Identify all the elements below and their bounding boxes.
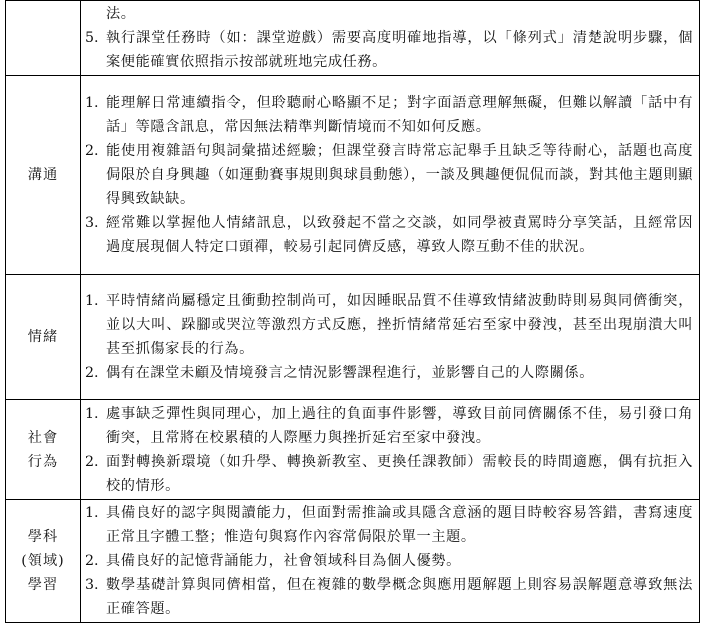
category-cell-empty — [6, 1, 81, 76]
item-text: 具備良好的認字與閱讀能力，但面對需推論或具隱含意涵的題目時較容易答錯，書寫速度正常且字體工整；惟造句與寫作內容常侷限於單一主題。 — [106, 505, 693, 545]
item-text: 面對轉換新環境（如升學、轉換新教室、更換任課教師）需較長的時間適應，偶有抗拒入校的情形。 — [106, 453, 693, 494]
list-item — [85, 549, 693, 573]
table-row-social-behavior — [6, 400, 700, 500]
item-number: 3. — [85, 215, 99, 231]
category-label-line-1: 學科 — [27, 529, 59, 545]
category-cell — [6, 400, 81, 500]
item-text: 經常難以掌握他人情緒訊息，以致發起不當之交談，如同學被責罵時分享笑話，且經常因過度展現個人特定口頭禪，較易引起同儕反感，導致人際互動不佳的狀況。 — [106, 215, 693, 255]
content-cell — [81, 400, 700, 500]
continuation-text: 法。 — [106, 6, 136, 22]
item-number: 1. — [85, 405, 99, 422]
item-text: 執行課堂任務時（如：課堂遊戲）需要高度明確地指導，以「條列式」清楚說明步驟，個案便能確實依照指示按部就班地完成任務。 — [106, 30, 693, 70]
category-cell — [6, 275, 81, 400]
item-text: 平時情緒尚屬穩定且衝動控制尚可，如因睡眠品質不佳導致情緒波動時則易與同儕衝突，並以大叫、跺腳或哭泣等激烈方式反應，挫折情緒常延宕至家中發洩，甚至出現崩潰大叫甚至抓傷家長的行為。 — [106, 293, 693, 357]
category-label-line-2: 行為 — [27, 453, 59, 470]
list-item — [85, 289, 693, 361]
item-text: 偶有在課堂未顧及情境發言之情況影響課程進行，並影響自己的人際關係。 — [106, 365, 594, 381]
list-item — [85, 501, 693, 549]
category-label: 情緒 — [27, 329, 59, 345]
category-cell — [6, 76, 81, 275]
content-cell — [81, 1, 700, 76]
table-row-communication — [6, 76, 700, 275]
list-item — [85, 91, 693, 139]
category-label-line-1: 社會 — [27, 429, 59, 446]
list-item — [85, 211, 693, 259]
content-cell — [81, 275, 700, 400]
item-text: 具備良好的記憶背誦能力，社會領域科目為個人優勢。 — [106, 553, 461, 569]
list-item — [85, 573, 693, 621]
item-number: 2. — [85, 553, 99, 569]
category-cell — [6, 500, 81, 623]
assessment-table — [5, 0, 700, 623]
content-cell — [81, 76, 700, 275]
item-number: 2. — [85, 365, 99, 381]
table-row-continued — [6, 1, 700, 76]
table-row-academic-learning — [6, 500, 700, 623]
list-item — [85, 26, 693, 74]
item-number: 2. — [85, 453, 99, 470]
item-text: 能使用複雜語句與詞彙描述經驗；但課堂發言時常忘記舉手且缺乏等待耐心，話題也高度侷限於自身興趣（如運動賽事規則與球員動態），一談及興趣便侃侃而談，對其他主題則顯得興致缺缺。 — [106, 143, 693, 207]
table-row-emotion — [6, 275, 700, 400]
item-text: 處事缺乏彈性與同理心，加上過往的負面事件影響，導致目前同儕關係不佳，易引發口角衝突，且常將在校累積的人際壓力與挫折延宕至家中發洩。 — [106, 405, 693, 446]
item-number: 2. — [85, 143, 99, 159]
item-number: 3. — [85, 577, 99, 593]
category-label: 溝通 — [27, 167, 59, 183]
list-item — [85, 402, 693, 450]
list-item — [85, 450, 693, 498]
item-number: 5. — [85, 30, 99, 46]
list-item — [85, 139, 693, 211]
item-number: 1. — [85, 505, 99, 521]
category-label-line-3: 學習 — [27, 577, 59, 593]
item-number: 1. — [85, 95, 99, 111]
item-number: 1. — [85, 293, 99, 309]
item-text: 能理解日常連續指令，但聆聽耐心略顯不足；對字面語意理解無礙，但難以解讀「話中有話」等隱含訊息，常因無法精準判斷情境而不知如何反應。 — [106, 95, 693, 135]
content-cell — [81, 500, 700, 623]
list-item — [85, 361, 693, 385]
item-text: 數學基礎計算與同儕相當，但在複雜的數學概念與應用題解題上則容易誤解題意導致無法正確答題。 — [106, 577, 693, 617]
category-label-line-2: (領域) — [21, 553, 65, 569]
